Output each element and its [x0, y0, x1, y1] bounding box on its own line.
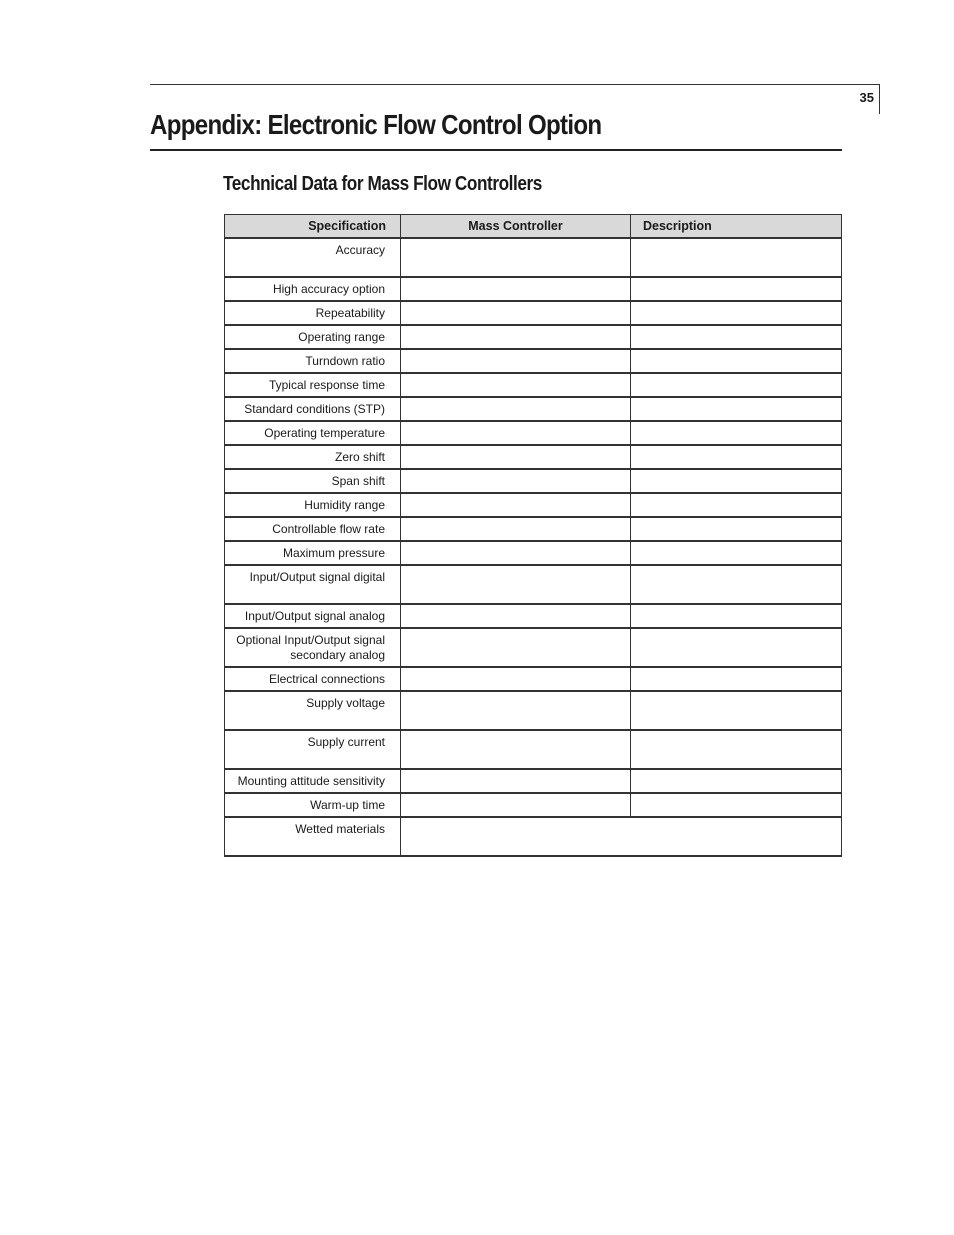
spec-label: Supply voltage	[225, 691, 401, 730]
spec-label: Controllable flow rate	[225, 517, 401, 541]
table-row	[225, 301, 842, 325]
mass-controller-cell	[401, 691, 631, 730]
table-row	[225, 628, 842, 667]
description-cell	[631, 604, 842, 628]
mass-controller-cell	[401, 373, 631, 397]
title-rule	[150, 149, 842, 151]
spec-label: High accuracy option	[225, 277, 401, 301]
description-cell	[631, 730, 842, 769]
spec-label: Humidity range	[225, 493, 401, 517]
table-row	[225, 493, 842, 517]
table-row	[225, 517, 842, 541]
description-cell	[631, 397, 842, 421]
column-header-description: Description	[631, 215, 842, 239]
description-cell	[631, 667, 842, 691]
mass-controller-cell	[401, 604, 631, 628]
description-cell	[631, 301, 842, 325]
table-row	[225, 397, 842, 421]
spec-label: Span shift	[225, 469, 401, 493]
spec-label: Mounting attitude sensitivity	[225, 769, 401, 793]
description-cell	[631, 445, 842, 469]
description-cell	[631, 493, 842, 517]
mass-controller-cell	[401, 517, 631, 541]
description-cell	[631, 421, 842, 445]
spec-label: Typical response time	[225, 373, 401, 397]
table-row	[225, 793, 842, 817]
mass-controller-cell	[401, 493, 631, 517]
table-row	[225, 541, 842, 565]
spec-label: Optional Input/Output signal secondary analog	[225, 628, 401, 667]
table-body	[225, 238, 842, 856]
table-row	[225, 421, 842, 445]
mass-controller-cell	[401, 301, 631, 325]
mass-controller-cell	[401, 469, 631, 493]
description-cell	[631, 565, 842, 604]
mass-controller-cell	[401, 793, 631, 817]
mass-controller-cell	[401, 397, 631, 421]
description-cell	[631, 277, 842, 301]
spec-label: Operating temperature	[225, 421, 401, 445]
description-cell	[631, 238, 842, 277]
description-cell	[631, 469, 842, 493]
spec-label: Input/Output signal digital	[225, 565, 401, 604]
table-row	[225, 373, 842, 397]
table-row	[225, 691, 842, 730]
merged-value-cell	[401, 817, 842, 856]
description-cell	[631, 325, 842, 349]
page-title: Appendix: Electronic Flow Control Option	[150, 109, 602, 140]
spec-label: Turndown ratio	[225, 349, 401, 373]
table-row	[225, 469, 842, 493]
mass-controller-cell	[401, 628, 631, 667]
mass-controller-cell	[401, 445, 631, 469]
section-subtitle: Technical Data for Mass Flow Controllers	[223, 173, 542, 195]
mass-controller-cell	[401, 730, 631, 769]
spec-label: Maximum pressure	[225, 541, 401, 565]
column-header-specification: Specification	[225, 215, 401, 239]
page-number: 35	[859, 90, 874, 105]
description-cell	[631, 541, 842, 565]
mass-controller-cell	[401, 238, 631, 277]
description-cell	[631, 793, 842, 817]
mass-controller-cell	[401, 769, 631, 793]
table-row	[225, 238, 842, 277]
description-cell	[631, 769, 842, 793]
spec-label: Input/Output signal analog	[225, 604, 401, 628]
description-cell	[631, 628, 842, 667]
spec-label: Accuracy	[225, 238, 401, 277]
mass-controller-cell	[401, 277, 631, 301]
spec-label: Electrical connections	[225, 667, 401, 691]
table-row	[225, 817, 842, 856]
table-row	[225, 730, 842, 769]
mass-controller-cell	[401, 565, 631, 604]
description-cell	[631, 349, 842, 373]
header-corner-rule	[879, 84, 880, 114]
mass-controller-cell	[401, 541, 631, 565]
spec-label: Warm-up time	[225, 793, 401, 817]
table-row	[225, 325, 842, 349]
table-row	[225, 277, 842, 301]
spec-label: Zero shift	[225, 445, 401, 469]
spec-label: Operating range	[225, 325, 401, 349]
table-row	[225, 604, 842, 628]
mass-controller-cell	[401, 349, 631, 373]
header-rule	[150, 84, 880, 85]
mass-controller-cell	[401, 325, 631, 349]
technical-data-table	[224, 214, 842, 857]
description-cell	[631, 373, 842, 397]
table-row	[225, 445, 842, 469]
table-row	[225, 667, 842, 691]
table-header-row	[225, 215, 842, 239]
spec-label: Wetted materials	[225, 817, 401, 856]
mass-controller-cell	[401, 421, 631, 445]
description-cell	[631, 517, 842, 541]
spec-label: Supply current	[225, 730, 401, 769]
column-header-mass-controller: Mass Controller	[401, 215, 631, 239]
table-row	[225, 769, 842, 793]
spec-label: Standard conditions (STP)	[225, 397, 401, 421]
description-cell	[631, 691, 842, 730]
spec-label: Repeatability	[225, 301, 401, 325]
table-row	[225, 349, 842, 373]
table-row	[225, 565, 842, 604]
mass-controller-cell	[401, 667, 631, 691]
